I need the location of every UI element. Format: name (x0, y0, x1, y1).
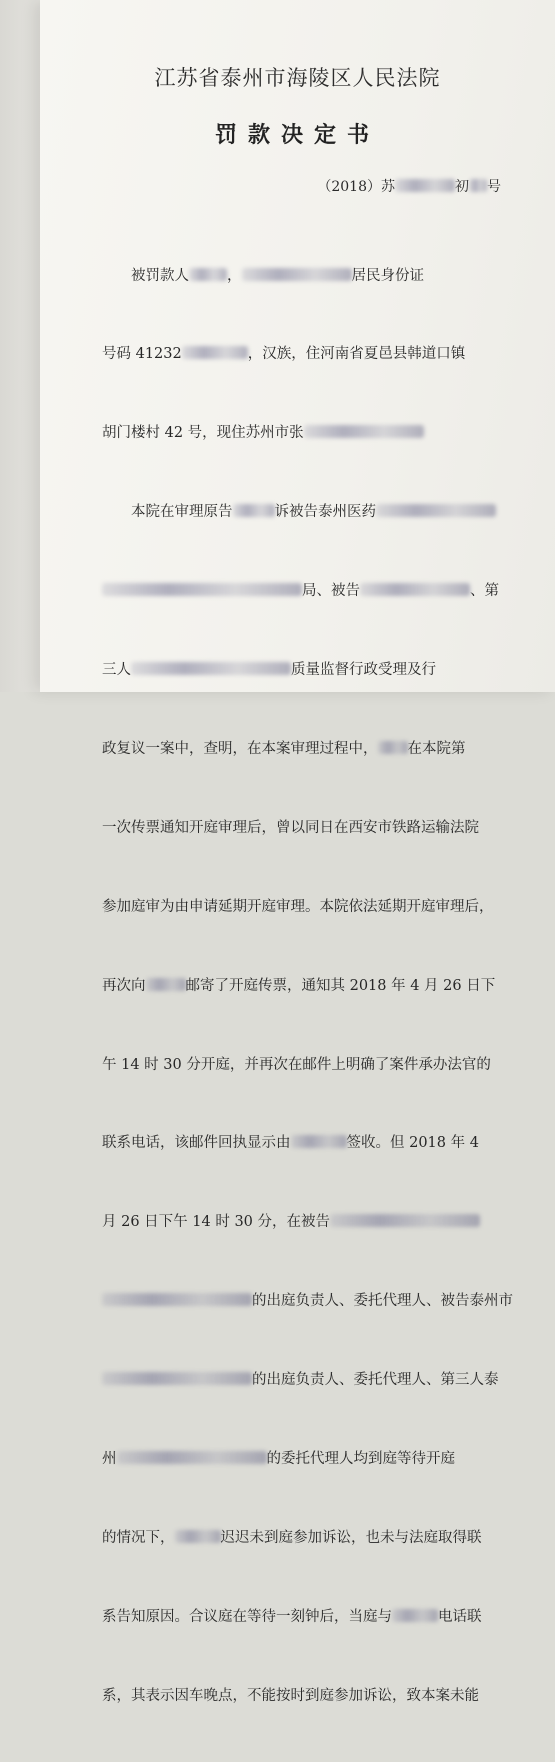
body-line: 的出庭负责人、委托代理人、第三人泰 (102, 1367, 545, 1393)
redacted-text (102, 583, 302, 596)
body-line: 局、被告 、第 (102, 578, 545, 604)
body-line: 系告知原因。合议庭在等待一刻钟后，当庭与 电话联 (102, 1608, 482, 1625)
document-title: 罚款决定书 (214, 122, 380, 148)
redacted-text (189, 268, 227, 281)
case-number-mid: 初 (455, 179, 469, 195)
redacted-text (378, 741, 408, 754)
redacted-text (131, 662, 291, 675)
body-line: 系，其表示因车晚点，不能按时到庭参加诉讼，致本案未能 (102, 1687, 479, 1704)
redacted-text (469, 179, 487, 192)
redacted-text (102, 1293, 252, 1306)
body-line: 三人 质量监督行政受理及行 (102, 662, 436, 679)
court-name: 江苏省泰州市海陵区人民法院 (154, 66, 441, 90)
redacted-text (233, 504, 275, 517)
redacted-text (242, 268, 352, 281)
body-line: 月 26 日下午 14 时 30 分，在被告 (102, 1209, 545, 1235)
body-line: 州 的委托代理人均到庭等待开庭 (102, 1450, 455, 1467)
redacted-text (304, 425, 424, 438)
body-line: 午 14 时 30 分开庭，并再次在邮件上明确了案件承办法官的 (102, 1056, 491, 1073)
page-edge (0, 0, 40, 692)
case-number-suffix: 号 (487, 179, 501, 195)
body-line: 被罚款人 ， 居民身份证 (131, 267, 424, 284)
body-line: 号码 41232 ，汉族，住河南省夏邑县韩道口镇 (102, 346, 466, 363)
body-line: 一次传票通知开庭审理后，曾以同日在西安市铁路运输法院 (102, 819, 479, 836)
redacted-text (395, 179, 455, 192)
body-line: 胡门楼村 42 号，现住苏州市张 (102, 420, 545, 446)
redacted-text (291, 1135, 347, 1148)
case-number (317, 176, 501, 196)
body-line: 再次向 邮寄了开庭传票，通知其 2018 年 4 月 26 日下 (102, 977, 496, 994)
body-line: 政复议一案中，查明，在本案审理过程中， 在本院第 (102, 740, 466, 757)
redacted-text (392, 1609, 438, 1622)
case-number-prefix: （2018）苏 (317, 179, 395, 195)
body-line: 的情况下， 迟迟未到庭参加诉讼，也未与法庭取得联 (102, 1529, 482, 1546)
redacted-text (146, 978, 186, 991)
redacted-text (175, 1530, 221, 1543)
redacted-text (330, 1214, 480, 1227)
body-line: 的出庭负责人、委托代理人、被告泰州市 (102, 1288, 545, 1314)
redacted-text (102, 1372, 252, 1385)
redacted-text (182, 346, 248, 359)
redacted-text (376, 504, 496, 517)
redacted-text (360, 583, 470, 596)
document-body (102, 210, 545, 1762)
document-page (40, 0, 555, 1704)
body-line: 参加庭审为由申请延期开庭审理。本院依法延期开庭审理后， (102, 898, 494, 915)
redacted-text (117, 1451, 267, 1464)
body-line: 本院在审理原告 诉被告泰州医药 (102, 499, 545, 525)
body-line: 联系电话，该邮件回执显示由 签收。但 2018 年 4 (102, 1135, 479, 1152)
